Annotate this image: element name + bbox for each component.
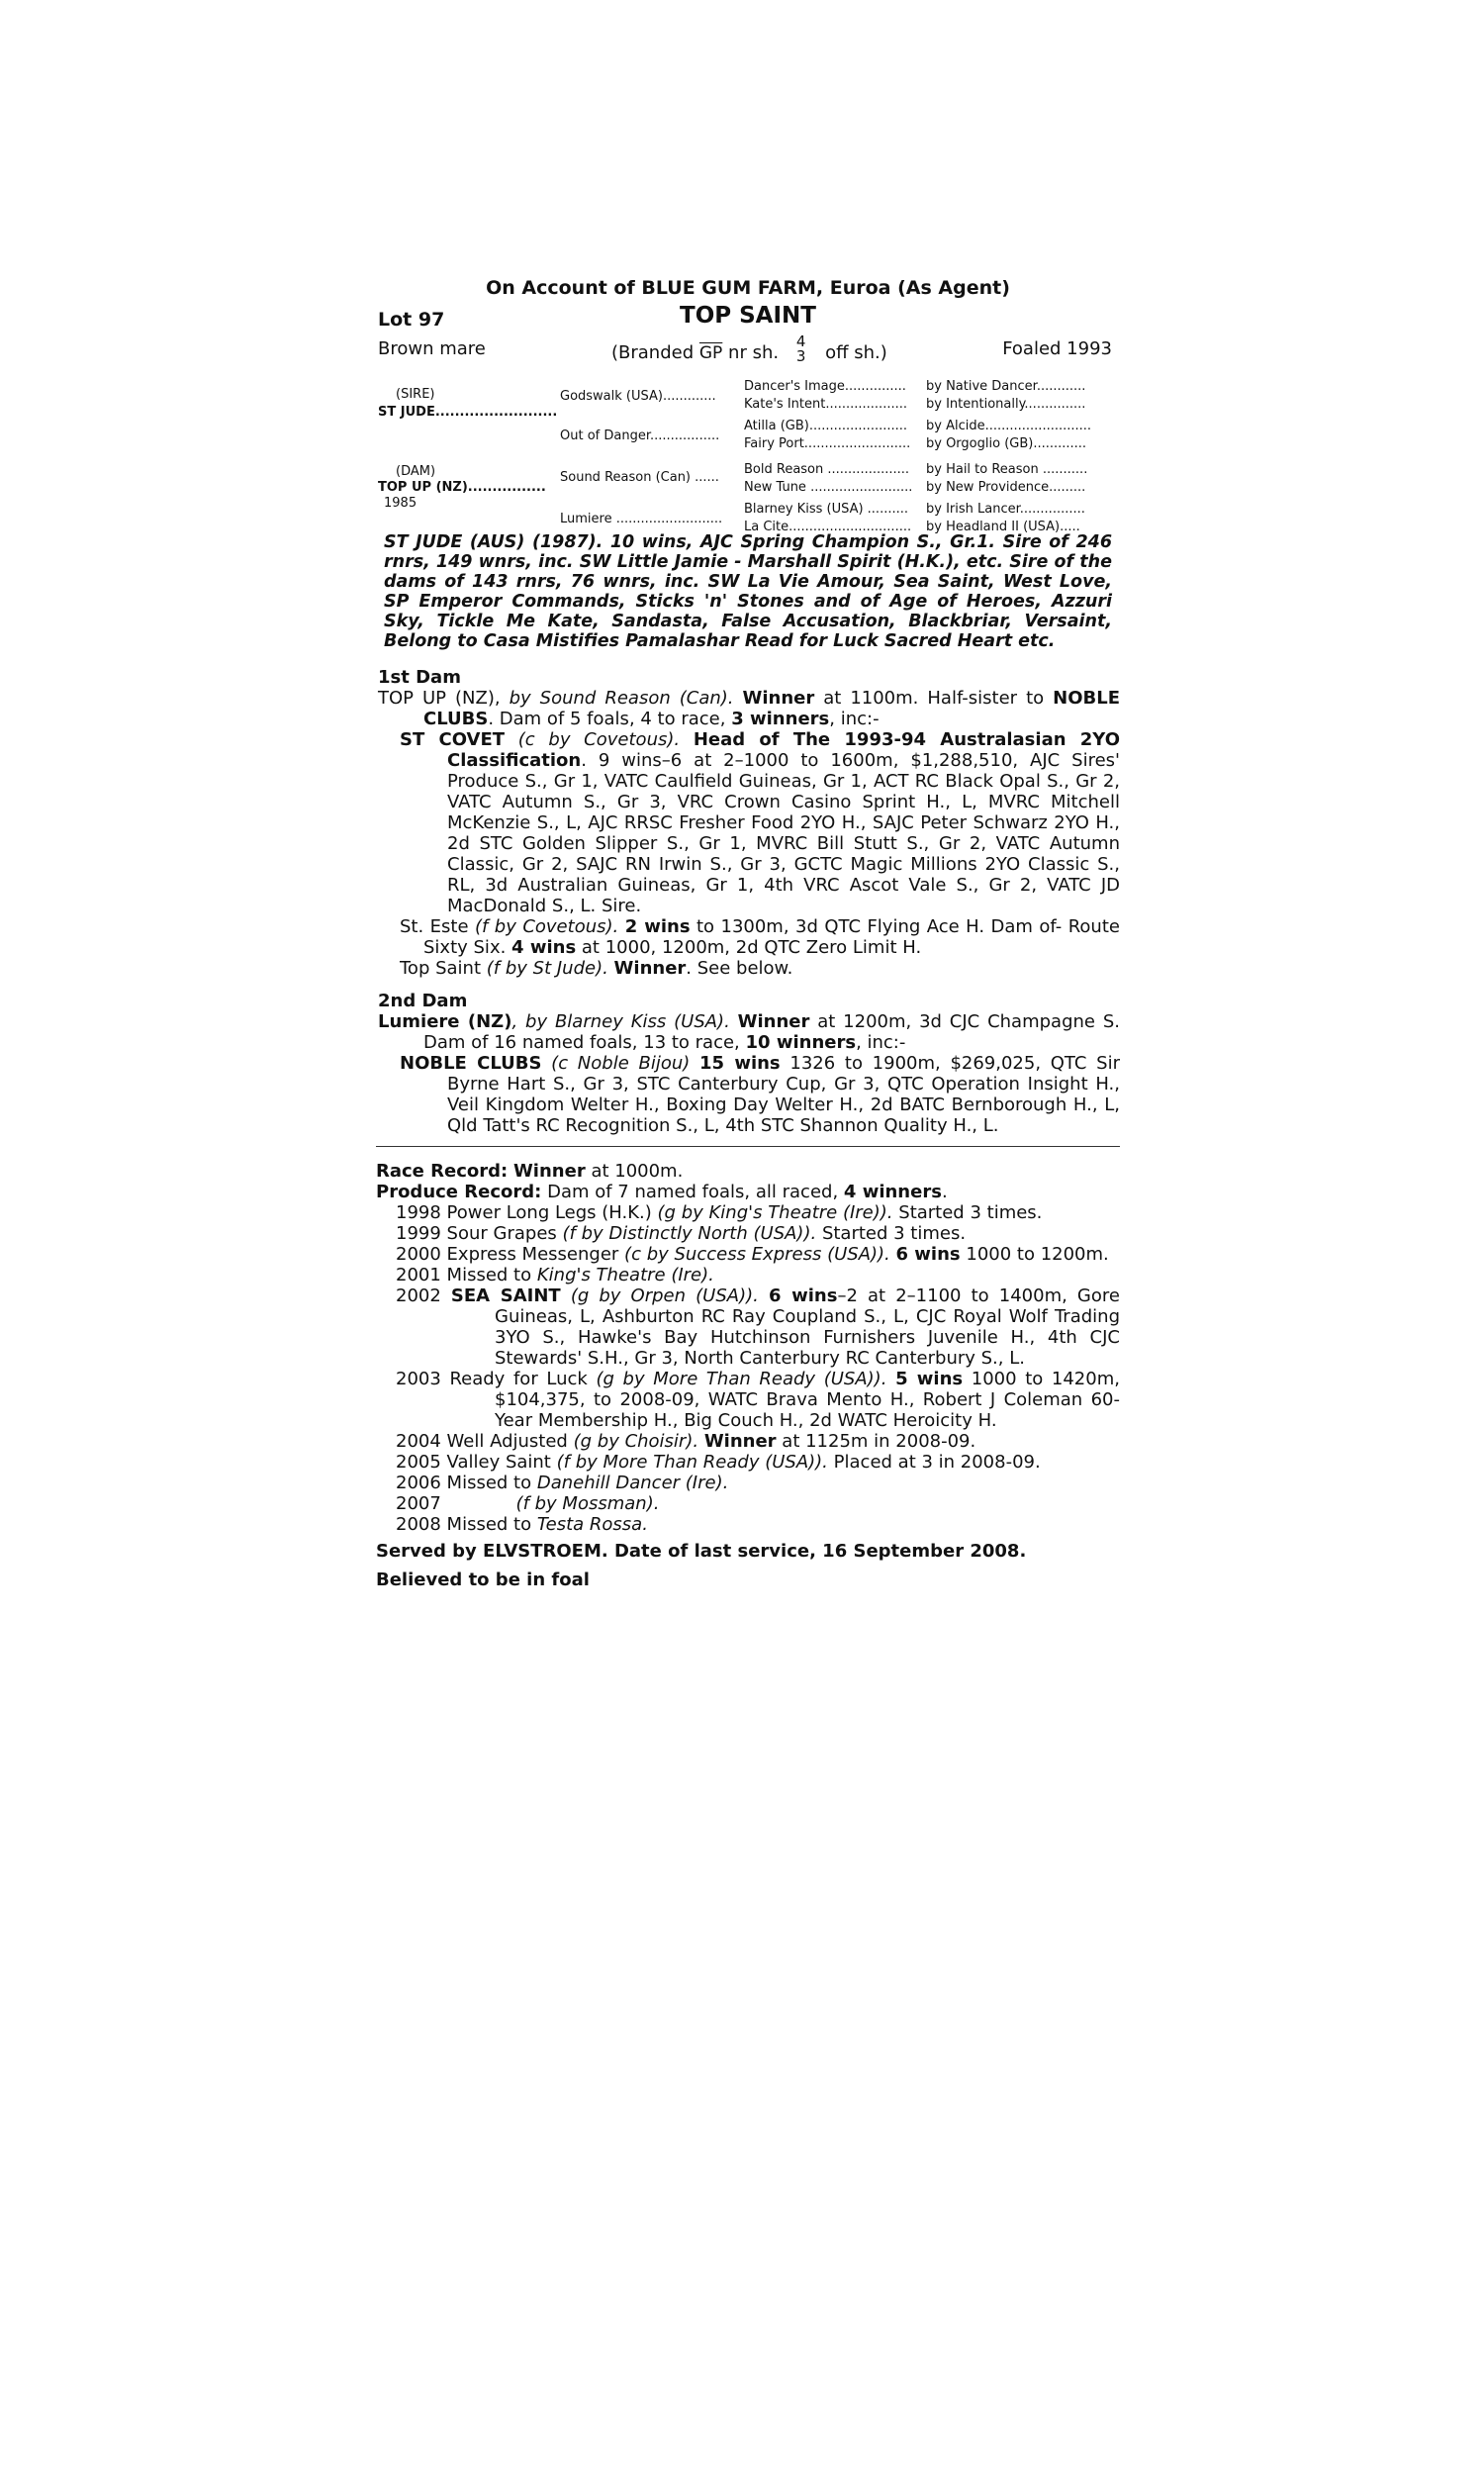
top-saint-text: . See below. — [686, 958, 793, 979]
produce-item — [376, 1473, 1120, 1493]
second-dam-winner: Winner — [737, 1011, 810, 1032]
second-dam-name: Lumiere (NZ) — [378, 1011, 512, 1032]
produce-year: 1999 — [396, 1223, 441, 1244]
dam-name: TOP UP (NZ)................ — [378, 480, 546, 495]
race-record-label: Race Record: — [376, 1161, 509, 1182]
first-dam-heading: 1st Dam — [378, 667, 461, 688]
gen4-4: by Orgoglio (GB)............. — [926, 436, 1087, 451]
produce-year: 2000 — [396, 1244, 441, 1265]
lot-number: Lot 97 — [378, 309, 445, 331]
race-record-text: at 1000m. — [591, 1161, 684, 1182]
first-dam-winners: 3 winners — [731, 709, 830, 729]
route-sixty-six-text: at 1000, 1200m, 2d QTC Zero Limit H. — [581, 937, 922, 958]
produce-year: 2003 — [396, 1369, 441, 1389]
produce-name: Sour Grapes — [446, 1223, 557, 1244]
second-dam-heading: 2nd Dam — [378, 991, 468, 1011]
produce-sire: King's Theatre (Ire). — [536, 1265, 714, 1285]
produce-list — [376, 1202, 1120, 1535]
produce-sire: (g by Orpen (USA)). — [570, 1285, 759, 1306]
produce-item — [376, 1431, 1120, 1452]
gen4-3: by Alcide.......................... — [926, 419, 1092, 433]
gen3-6: New Tune ......................... — [744, 480, 913, 495]
produce-item — [376, 1202, 1120, 1223]
top-saint-sire: (f by St Jude). — [486, 958, 608, 979]
produce-text: Started 3 times. — [821, 1223, 967, 1244]
produce-wins: Winner — [703, 1431, 777, 1452]
race-record — [376, 1161, 1120, 1182]
gen4-5: by Hail to Reason ........... — [926, 462, 1088, 477]
produce-name: Power Long Legs (H.K.) — [446, 1202, 652, 1223]
produce-name: Ready for Luck — [449, 1369, 588, 1389]
gen3-8: La Cite.............................. — [744, 520, 912, 534]
produce-text: 1000 to 1200m. — [966, 1244, 1109, 1265]
produce-year: 2004 — [396, 1431, 441, 1452]
st-este-sire: (f by Covetous). — [475, 916, 619, 937]
route-sixty-six-name: Route Sixty Six. — [423, 916, 1120, 958]
service-note: Served by ELVSTROEM. Date of last service, 16 September 2008. — [376, 1541, 1027, 1562]
produce-name: Valley Saint — [446, 1452, 551, 1473]
st-este-wins: 2 wins — [624, 916, 691, 937]
race-record-winner: Winner — [512, 1161, 586, 1182]
dam-dam: Lumiere .......................... — [560, 512, 723, 526]
gen4-1: by Native Dancer............ — [926, 379, 1086, 394]
dam-year: 1985 — [384, 496, 417, 511]
produce-sire: (c by Success Express (USA)). — [624, 1244, 890, 1265]
produce-year: 1998 — [396, 1202, 441, 1223]
divider — [376, 1146, 1120, 1147]
top-saint-name: Top Saint — [400, 958, 482, 979]
horse-name: TOP SAINT — [680, 303, 816, 329]
produce-sire: (f by More Than Ready (USA)). — [556, 1452, 828, 1473]
produce-year: 2002 — [396, 1285, 441, 1306]
brand-near: nr sh. — [728, 342, 780, 363]
foal-status: Believed to be in foal — [376, 1570, 590, 1590]
gen3-1: Dancer's Image............... — [744, 379, 906, 394]
produce-text: Started 3 times. — [898, 1202, 1043, 1223]
produce-sire: Testa Rossa. — [536, 1514, 648, 1535]
lot-entry — [376, 265, 1120, 1590]
produce-item — [376, 1514, 1120, 1535]
brand-prefix: (Branded — [611, 342, 695, 363]
first-dam-winner: Winner — [742, 688, 815, 709]
produce-year: 2001 — [396, 1265, 441, 1285]
produce-text: –2 at 2–1100 to 1400m, Gore Guineas, L, Ashburton RC Ray Coupland S., L, CJC Royal Wolf Trading 3YO S., Hawke's Bay Hutchinson Furnishers Juvenile H., 4th CJC Stewards' S.H., Gr 3, North Canterbury RC Canterbury S., L. — [495, 1285, 1120, 1369]
noble-clubs-record: 1326 to 1900m, $269,025, QTC Sir Byrne Hart S., Gr 3, STC Canterbury Cup, Gr 3, QTC Operation Insight H., Veil Kingdom Welter H., Boxing Day Welter H., 2d BATC Bernborough H., L, Qld Tatt's RC Recognition S., L, 4th STC Shannon Quality H., L. — [447, 1053, 1120, 1136]
gen3-2: Kate's Intent.................... — [744, 397, 907, 412]
first-dam-paragraph — [376, 688, 1120, 729]
produce-name: Well Adjusted — [446, 1431, 568, 1452]
sire-summary: ST JUDE (AUS) (1987). 10 wins, AJC Spring Champion S., Gr.1. Sire of 246 rnrs, 149 wnrs, inc. SW Little Jamie - Marshall Spirit (H.K.), etc. Sire of the dams of 143 rnrs, 76 wnrs, inc. SW La Vie Amour, Sea Saint, West Love, SP Emperor Commands, Sticks 'n' Stones and of Age of Heroes, Azzuri Sky, Tickle Me Kate, Sandasta, False Accusation, Blackbriar, Versaint, Belong to Casa Mistifies Pamalashar Read for Luck Sacred Heart etc. — [384, 532, 1112, 651]
first-dam-sire: by Sound Reason (Can). — [509, 688, 734, 709]
produce-year: 2007 — [396, 1493, 441, 1514]
produce-sire: (f by Distinctly North (USA)). — [562, 1223, 817, 1244]
brand-number — [796, 334, 806, 364]
gen4-7: by Irish Lancer................ — [926, 502, 1085, 517]
produce-text: Placed at 3 in 2008-09. — [833, 1452, 1041, 1473]
produce-text: at 1125m in 2008-09. — [782, 1431, 976, 1452]
st-covet-paragraph — [376, 729, 1120, 916]
brand-num-bottom: 3 — [795, 347, 806, 365]
noble-clubs-paragraph — [376, 1053, 1120, 1136]
gen3-7: Blarney Kiss (USA) .......... — [744, 502, 908, 517]
first-dam-text2: . Dam of 5 foals, 4 to race, — [488, 709, 726, 729]
gen3-5: Bold Reason .................... — [744, 462, 910, 477]
produce-sire: (g by More Than Ready (USA)). — [596, 1369, 887, 1389]
produce-name: Missed to — [446, 1514, 532, 1535]
st-covet-record: . 9 wins–6 at 2–1000 to 1600m, $1,288,510, AJC Sires' Produce S., Gr 1, VATC Caulfield Guineas, Gr 1, ACT RC Black Opal S., Gr 2, VATC Autumn S., Gr 3, VRC Crown Casino Sprint H., L, MVRC Mitchell McKenzie S., L, AJC RRSC Fresher Food 2YO H., SAJC Peter Schwarz 2YO H., 2d STC Golden Slipper S., Gr 1, MVRC Bill Stutt S., Gr 2, VATC Autumn Classic, Gr 2, SAJC RN Irwin S., Gr 3, GCTC Magic Millions 2YO Classic S., RL, 3d Australian Guineas, Gr 1, 4th VRC Ascot Vale S., Gr 2, VATC JD MacDonald S., L. Sire. — [447, 750, 1120, 916]
st-covet-headline: Head of The 1993-94 Australasian 2YO Classification — [447, 729, 1121, 771]
second-dam-text: at 1200m, 3d CJC Champagne S. Dam of 16 named foals, 13 to race, — [423, 1011, 1120, 1053]
brand-mark: $\overline{GP}$ — [698, 343, 723, 363]
sire-label: (SIRE) — [396, 387, 435, 402]
route-sixty-six-wins: 4 wins — [511, 937, 577, 958]
produce-wins: 6 wins — [768, 1285, 838, 1306]
second-dam-sire: , by Blarney Kiss (USA). — [511, 1011, 730, 1032]
produce-item — [376, 1223, 1120, 1244]
description-row — [376, 333, 1120, 370]
second-dam-text2: , inc:- — [856, 1032, 906, 1053]
produce-item — [376, 1452, 1120, 1473]
top-saint-paragraph — [376, 958, 1120, 979]
st-este-text: to 1300m, 3d QTC Flying Ace H. Dam of- — [696, 916, 1063, 937]
produce-name: Missed to — [446, 1473, 532, 1493]
produce-sire: (f by Mossman). — [515, 1493, 660, 1514]
sire-name: ST JUDE......................... — [378, 405, 558, 420]
produce-name: Missed to — [446, 1265, 532, 1285]
produce-year: 2006 — [396, 1473, 441, 1493]
dam-label: (DAM) — [396, 464, 436, 479]
produce-text: 1000 to 1420m, $104,375, to 2008-09, WATC Brava Mento H., Robert J Coleman 60-Year Membership H., Big Couch H., 2d WATC Heroicity H. — [495, 1369, 1120, 1431]
top-saint-winner: Winner — [613, 958, 687, 979]
produce-year: 2008 — [396, 1514, 441, 1535]
produce-item — [376, 1369, 1120, 1431]
st-covet-sire: (c by Covetous). — [517, 729, 681, 750]
st-este-name: St. Este — [400, 916, 469, 937]
brand-num-top: 4 — [795, 333, 806, 350]
produce-item — [376, 1285, 1120, 1369]
produce-wins: 6 wins — [895, 1244, 961, 1265]
brand-info — [611, 333, 887, 368]
second-dam-section — [376, 1011, 1120, 1136]
produce-sire: (g by Choisir). — [573, 1431, 699, 1452]
first-dam-section — [376, 688, 1120, 979]
second-dam-winners: 10 winners — [745, 1032, 857, 1053]
gen4-2: by Intentionally............... — [926, 397, 1086, 412]
second-dam-paragraph — [376, 1011, 1120, 1053]
brand-off: off sh.) — [825, 342, 887, 363]
foaled-year: Foaled 1993 — [1002, 338, 1112, 359]
st-covet-name: ST COVET — [400, 729, 506, 750]
gen4-6: by New Providence......... — [926, 480, 1086, 495]
sex-colour: Brown mare — [378, 338, 486, 359]
first-dam-text3: , inc:- — [829, 709, 880, 729]
produce-item — [376, 1265, 1120, 1285]
first-dam-text: at 1100m. Half-sister to — [823, 688, 1045, 709]
noble-clubs-sire: (c Noble Bijou) — [551, 1053, 691, 1074]
produce-wins: 5 wins — [895, 1369, 964, 1389]
produce-record-winners: 4 winners — [843, 1182, 942, 1202]
first-dam-sibling: NOBLE CLUBS — [423, 688, 1120, 729]
produce-sire: (g by King's Theatre (Ire)). — [657, 1202, 893, 1223]
dam-sire: Sound Reason (Can) ...... — [560, 470, 719, 485]
vendor-header: On Account of BLUE GUM FARM, Euroa (As Agent) — [486, 277, 1010, 299]
sire-dam: Out of Danger................. — [560, 428, 720, 443]
produce-item — [376, 1244, 1120, 1265]
produce-record-text: Dam of 7 named foals, all raced, — [547, 1182, 839, 1202]
produce-record: Produce Record: Dam of 7 named foals, all raced, 4 winners. — [376, 1182, 948, 1202]
produce-year: 2005 — [396, 1452, 441, 1473]
pedigree-table — [376, 374, 1120, 534]
produce-item — [376, 1493, 1120, 1514]
produce-record-label: Produce Record: — [376, 1182, 542, 1202]
produce-sire: Danehill Dancer (Ire). — [536, 1473, 729, 1493]
sire-sire: Godswalk (USA)............. — [560, 389, 716, 404]
noble-clubs-wins: 15 wins — [699, 1053, 781, 1074]
gen3-4: Fairy Port.......................... — [744, 436, 911, 451]
gen3-3: Atilla (GB)........................ — [744, 419, 908, 433]
st-este-paragraph — [376, 916, 1120, 958]
produce-name: Express Messenger — [446, 1244, 619, 1265]
produce-name: SEA SAINT — [450, 1285, 561, 1306]
first-dam-name: TOP UP (NZ), — [378, 688, 501, 709]
gen4-8: by Headland II (USA)..... — [926, 520, 1080, 534]
noble-clubs-name: NOBLE CLUBS — [400, 1053, 542, 1074]
